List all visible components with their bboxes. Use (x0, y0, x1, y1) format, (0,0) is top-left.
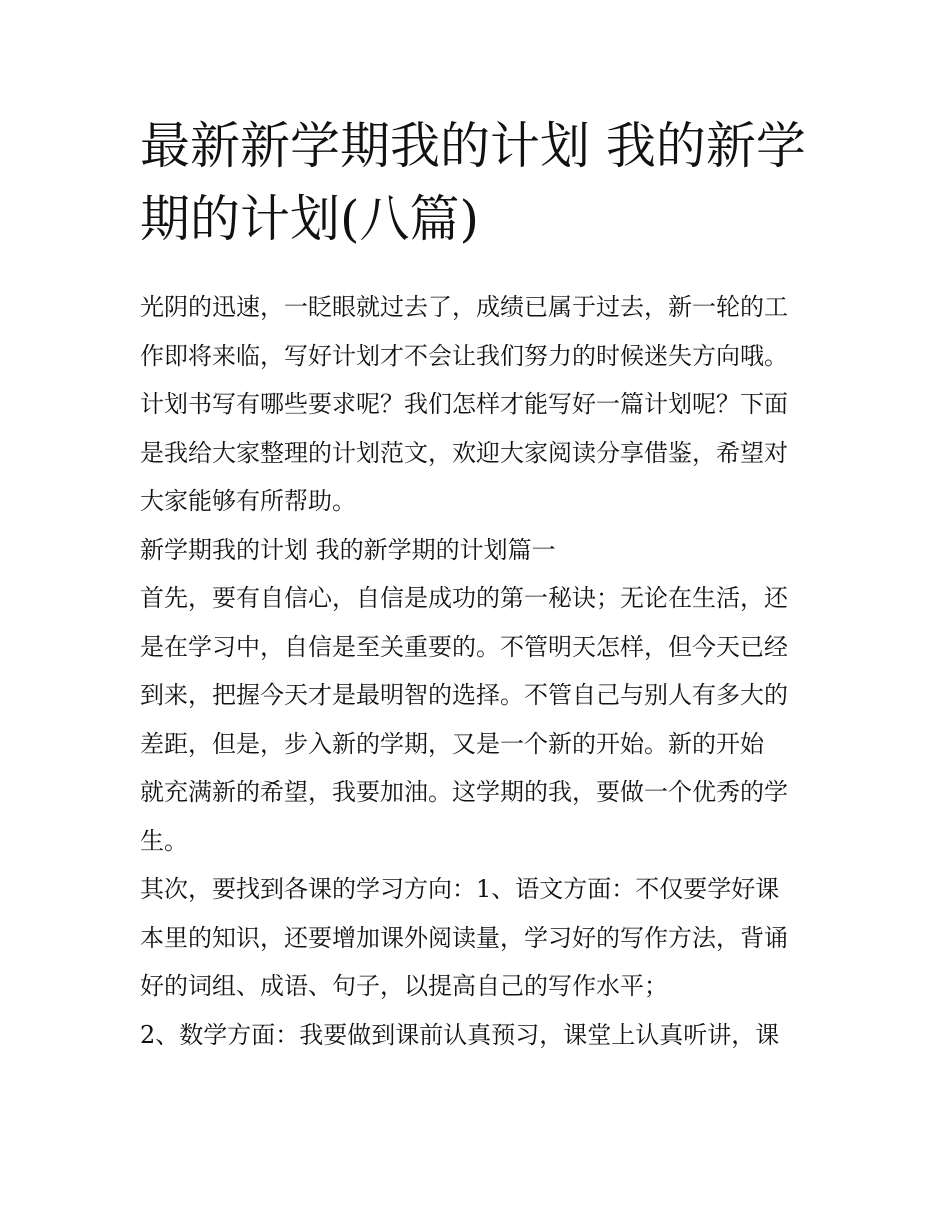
section-heading: 新学期我的计划 我的新学期的计划篇一 (140, 535, 556, 564)
document-title: 最新新学期我的计划 我的新学 期的计划(八篇) (140, 117, 806, 248)
body-paragraph: 其次，要找到各课的学习方向：1、语文方面：不仅要学好课 本里的知识，还要增加课外阅读量，学习好的写作方法，背诵 好的词组、成语、句子，以提高自己的写作水平； (140, 875, 788, 1000)
intro-paragraph: 光阴的迅速，一眨眼就过去了，成绩已属于过去，新一轮的工 作即将来临，写好计划才不会让我们努力的时候迷失方向哦。 计划书写有哪些要求呢？我们怎样才能写好一篇计划呢？下面 是我给大家整理的计划范文，欢迎大家阅读分享借鉴，希望对 大家能够有所帮助。 (140, 293, 788, 515)
body-paragraph: 首先，要有自信心，自信是成功的第一秘诀；无论在生活，还 是在学习中，自信是至关重要的。不管明天怎样，但今天已经 到来，把握今天才是最明智的选择。不管自己与别人有多大的 差距，但是，步入新的学期，又是一个新的开始。新的开始 就充满新的希望，我要加油。这学期的我，要做一个优秀的学 生。 (140, 584, 788, 855)
document-body (140, 110, 830, 1059)
body-paragraph: 2、数学方面：我要做到课前认真预习，课堂上认真听讲，课 (140, 1020, 780, 1049)
